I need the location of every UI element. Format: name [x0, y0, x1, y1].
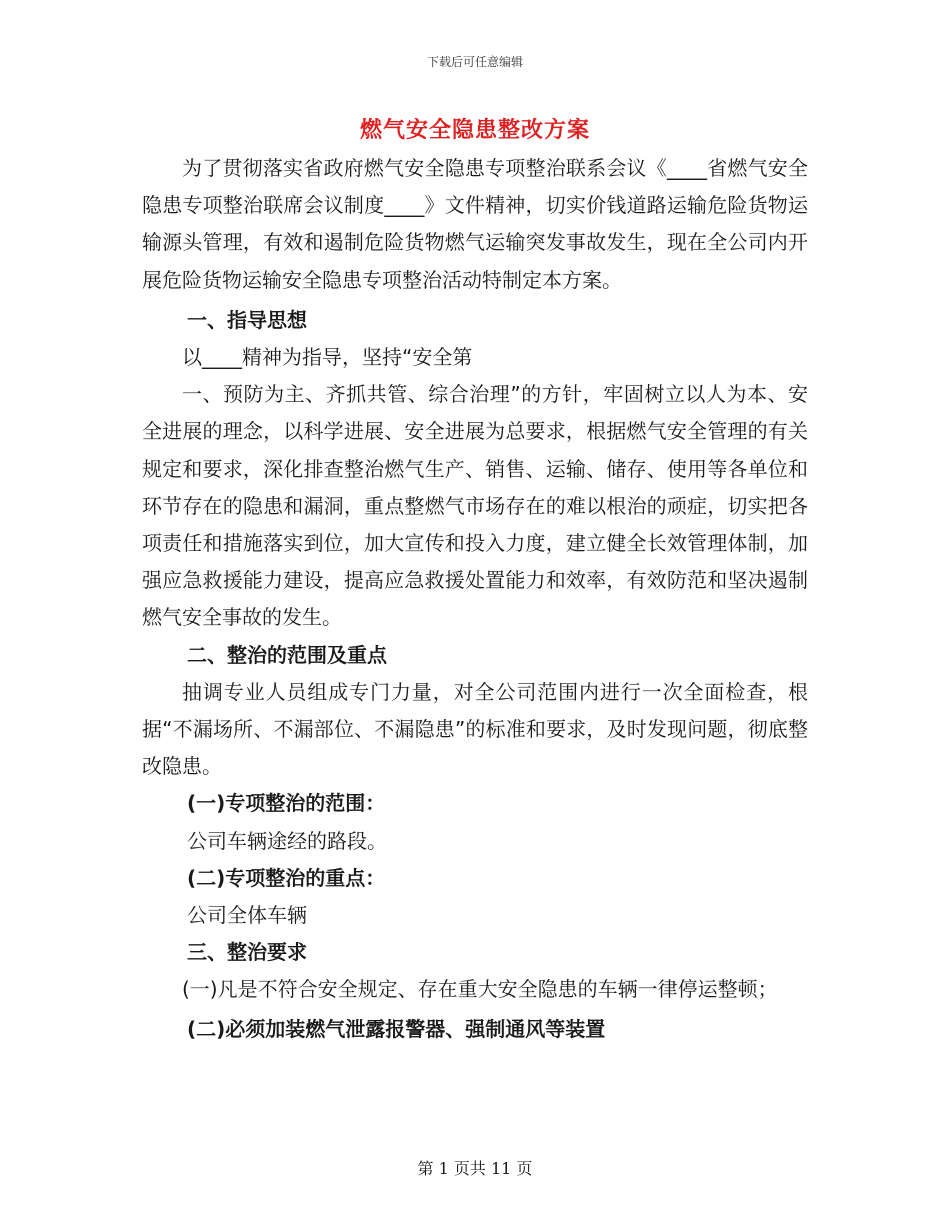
section-heading-requirements: 三、整治要求 — [187, 940, 307, 965]
subheading-scope-range: (一)专项整治的范围： — [187, 791, 386, 816]
paragraph-scope-focus: 公司全体车辆 — [187, 903, 307, 928]
paragraph-requirement-2: (二)必须加装燃气泄露报警器、强制通风等装置 — [187, 1016, 606, 1041]
section-heading-guiding-ideology: 一、指导思想 — [187, 307, 307, 332]
page-footer: 第 1 页共 11 页 — [417, 1159, 533, 1178]
header-note: 下载后可任意编辑 — [426, 55, 523, 69]
intro-paragraph: 为了贯彻落实省政府燃气安全隐患专项整治联系会议《____省燃气安全隐患专项整治联席会议制度____》文件精神，切实价钱道路运输危险货物运输源头管理，有效和遏制危险货物燃气运输突发事故发生，现在全公司内开展危险货物运输安全隐患专项整治活动特制定本方案。 — [142, 156, 808, 292]
paragraph-guiding-1: 以____精神为指导，坚持“安全第 — [182, 345, 473, 370]
subheading-scope-focus: (二)专项整治的重点： — [187, 865, 386, 890]
document-title: 燃气安全隐患整改方案 — [359, 118, 590, 143]
paragraph-guiding-2: 一、预防为主、齐抓共管、综合治理”的方针，牢固树立以人为本、安全进展的理念，以科学进展、安全进展为总要求，根据燃气安全管理的有关规定和要求，深化排查整治燃气生产、销售、运输、储存、使用等各单位和环节存在的隐患和漏洞，重点整燃气市场存在的难以根治的顽症，切实把各项责任和措施落实到位，加大宣传和投入力度，建立健全长效管理体制，加强应急救援能力建设，提高应急救援处置能力和效率，有效防范和坚决遏制燃气安全事故的发生。 — [142, 382, 808, 630]
paragraph-scope-range: 公司车辆途经的路段。 — [187, 828, 387, 853]
paragraph-requirement-1: (一)凡是不符合安全规定、存在重大安全隐患的车辆一律停运整顿； — [182, 977, 778, 1002]
section-heading-scope: 二、整治的范围及重点 — [187, 642, 387, 667]
paragraph-scope: 抽调专业人员组成专门力量，对全公司范围内进行一次全面检查，根据“不漏场所、不漏部位、不漏隐患”的标准和要求，及时发现问题，彻底整改隐患。 — [142, 679, 808, 779]
document-body — [142, 150, 808, 1048]
